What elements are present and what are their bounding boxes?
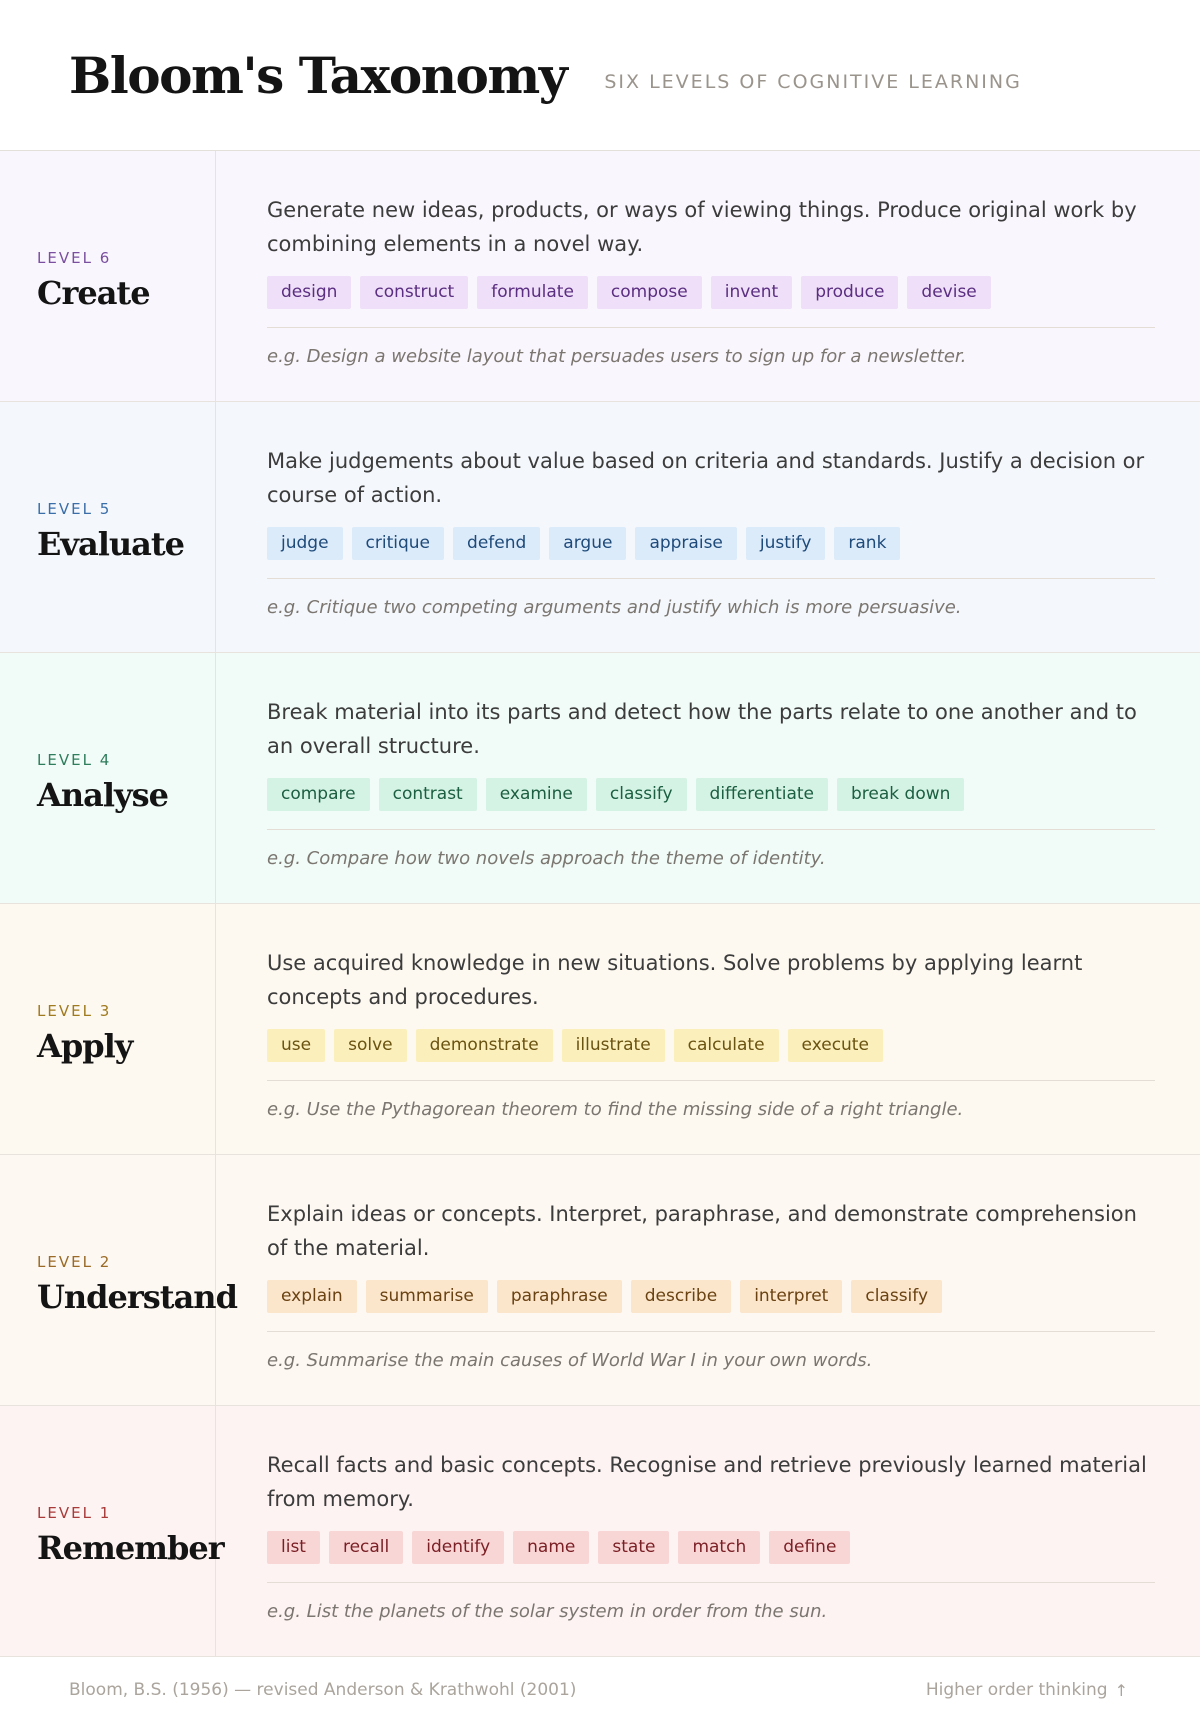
divider bbox=[267, 1080, 1155, 1081]
level-number: LEVEL 5 bbox=[37, 499, 112, 518]
level-label bbox=[0, 653, 216, 903]
verb-tag: compare bbox=[267, 778, 370, 811]
verb-tag-list bbox=[267, 276, 1155, 309]
verb-tag: break down bbox=[837, 778, 964, 811]
verb-tag: explain bbox=[267, 1280, 357, 1313]
level-content bbox=[216, 904, 1200, 1154]
verb-tag: judge bbox=[267, 527, 343, 560]
verb-tag-list bbox=[267, 1280, 1155, 1313]
footer-direction-label: Higher order thinking bbox=[925, 1680, 1108, 1700]
verb-tag-list bbox=[267, 778, 1155, 811]
level-description: Make judgements about value based on criteria and standards. Justify a decision or course of action. bbox=[267, 449, 1145, 507]
verb-tag: design bbox=[267, 276, 351, 309]
verb-tag: argue bbox=[549, 527, 626, 560]
verb-tag: compose bbox=[597, 276, 702, 309]
level-name: Remember bbox=[37, 1528, 224, 1567]
verb-tag: calculate bbox=[674, 1029, 779, 1062]
verb-tag: interpret bbox=[740, 1280, 842, 1313]
verb-tag: classify bbox=[596, 778, 687, 811]
divider bbox=[267, 1331, 1155, 1332]
verb-tag: describe bbox=[631, 1280, 731, 1313]
level-content bbox=[216, 402, 1200, 652]
level-example: e.g. Compare how two novels approach the theme of identity. bbox=[267, 848, 826, 869]
verb-tag: match bbox=[678, 1531, 760, 1564]
level-description: Recall facts and basic concepts. Recognise and retrieve previously learned material from memory. bbox=[267, 1453, 1147, 1511]
level-evaluate bbox=[0, 402, 1200, 653]
arrow-up-icon: ↑ bbox=[1114, 1680, 1128, 1700]
footer-direction bbox=[926, 1680, 1128, 1700]
verb-tag: defend bbox=[453, 527, 540, 560]
level-example: e.g. Design a website layout that persuades users to sign up for a newsletter. bbox=[267, 346, 967, 367]
verb-tag: classify bbox=[851, 1280, 942, 1313]
verb-tag: critique bbox=[352, 527, 444, 560]
verb-tag: formulate bbox=[477, 276, 588, 309]
page-title: Bloom's Taxonomy bbox=[69, 45, 567, 105]
level-description: Generate new ideas, products, or ways of viewing things. Produce original work by combining elements in a novel way. bbox=[267, 198, 1137, 256]
verb-tag-list bbox=[267, 1029, 1155, 1062]
page-footer bbox=[0, 1657, 1200, 1717]
verb-tag: execute bbox=[788, 1029, 883, 1062]
verb-tag: paraphrase bbox=[497, 1280, 622, 1313]
divider bbox=[267, 1582, 1155, 1583]
divider bbox=[267, 578, 1155, 579]
level-content bbox=[216, 653, 1200, 903]
verb-tag: construct bbox=[360, 276, 468, 309]
divider bbox=[267, 327, 1155, 328]
level-example: e.g. Summarise the main causes of World War I in your own words. bbox=[267, 1350, 873, 1371]
level-name: Evaluate bbox=[37, 524, 185, 563]
level-remember bbox=[0, 1406, 1200, 1657]
verb-tag: rank bbox=[834, 527, 900, 560]
level-description: Break material into its parts and detect how the parts relate to one another and to an overall structure. bbox=[267, 700, 1137, 758]
verb-tag-list bbox=[267, 1531, 1155, 1564]
verb-tag: differentiate bbox=[696, 778, 828, 811]
verb-tag: summarise bbox=[366, 1280, 488, 1313]
verb-tag: produce bbox=[801, 276, 898, 309]
verb-tag: demonstrate bbox=[416, 1029, 553, 1062]
verb-tag: define bbox=[769, 1531, 850, 1564]
level-description: Use acquired knowledge in new situations. Solve problems by applying learnt concepts and procedures. bbox=[267, 951, 1083, 1009]
level-analyse bbox=[0, 653, 1200, 904]
level-apply bbox=[0, 904, 1200, 1155]
level-name: Understand bbox=[37, 1277, 237, 1316]
level-number: LEVEL 1 bbox=[37, 1503, 112, 1522]
verb-tag-list bbox=[267, 527, 1155, 560]
verb-tag: contrast bbox=[379, 778, 477, 811]
level-label bbox=[0, 1406, 224, 1656]
verb-tag: name bbox=[513, 1531, 589, 1564]
level-number: LEVEL 4 bbox=[37, 750, 112, 769]
level-create bbox=[0, 151, 1200, 402]
verb-tag: illustrate bbox=[562, 1029, 665, 1062]
page-subtitle: SIX LEVELS OF COGNITIVE LEARNING bbox=[604, 71, 1022, 93]
verb-tag: state bbox=[598, 1531, 669, 1564]
level-example: e.g. Use the Pythagorean theorem to find the missing side of a right triangle. bbox=[267, 1099, 964, 1120]
verb-tag: invent bbox=[711, 276, 792, 309]
verb-tag: use bbox=[267, 1029, 325, 1062]
verb-tag: devise bbox=[907, 276, 990, 309]
level-number: LEVEL 6 bbox=[37, 248, 112, 267]
level-content bbox=[216, 1155, 1200, 1405]
verb-tag: appraise bbox=[635, 527, 736, 560]
level-name: Apply bbox=[37, 1026, 133, 1065]
level-number: LEVEL 2 bbox=[37, 1252, 112, 1271]
level-content bbox=[216, 151, 1200, 401]
page-header bbox=[0, 0, 1200, 151]
level-name: Analyse bbox=[37, 775, 168, 814]
level-description: Explain ideas or concepts. Interpret, paraphrase, and demonstrate comprehension of the material. bbox=[267, 1202, 1137, 1260]
level-label bbox=[0, 151, 216, 401]
level-label bbox=[0, 402, 216, 652]
level-example: e.g. List the planets of the solar system in order from the sun. bbox=[267, 1601, 828, 1622]
footer-citation: Bloom, B.S. (1956) — revised Anderson & Krathwohl (2001) bbox=[69, 1680, 577, 1700]
level-number: LEVEL 3 bbox=[37, 1001, 112, 1020]
level-label bbox=[0, 904, 216, 1154]
verb-tag: identify bbox=[412, 1531, 504, 1564]
level-understand bbox=[0, 1155, 1200, 1406]
level-example: e.g. Critique two competing arguments and justify which is more persuasive. bbox=[267, 597, 962, 618]
verb-tag: justify bbox=[746, 527, 826, 560]
level-label bbox=[0, 1155, 237, 1405]
level-content bbox=[216, 1406, 1200, 1656]
level-name: Create bbox=[37, 273, 150, 312]
verb-tag: examine bbox=[486, 778, 587, 811]
verb-tag: recall bbox=[329, 1531, 403, 1564]
verb-tag: list bbox=[267, 1531, 320, 1564]
verb-tag: solve bbox=[334, 1029, 407, 1062]
divider bbox=[267, 829, 1155, 830]
